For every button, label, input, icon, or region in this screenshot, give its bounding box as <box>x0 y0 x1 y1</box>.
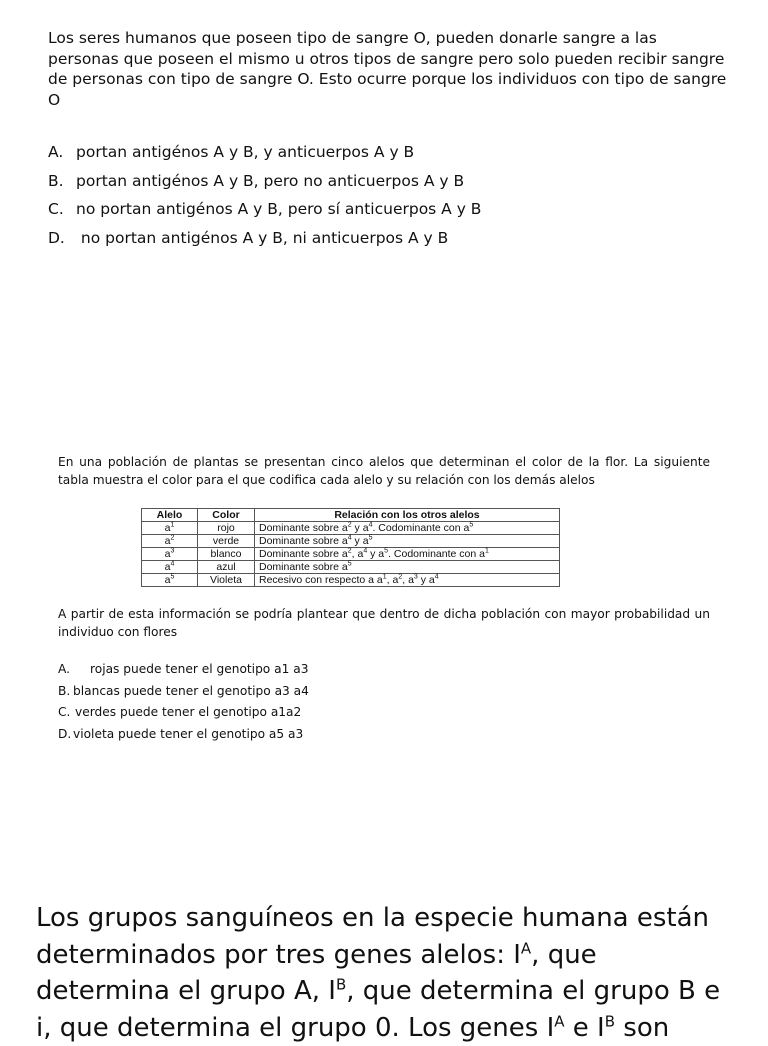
relation-text: Dominante sobre a <box>259 522 348 534</box>
question-1-option-d <box>48 224 728 253</box>
allele-table-body <box>142 522 560 587</box>
allele-base: a <box>164 522 171 534</box>
question-1-options <box>48 138 728 252</box>
question-3-text: e I <box>564 1012 605 1043</box>
question-1 <box>48 28 728 252</box>
table-row <box>142 574 560 587</box>
relation-text: y a <box>367 548 385 560</box>
cell-color: rojo <box>198 522 255 535</box>
allele-base: a <box>164 561 171 573</box>
question-1-option-b <box>48 167 728 196</box>
cell-relacion <box>255 548 560 561</box>
question-3-text: , que determina el grupo B e i, que determina el grupo 0. Los genes I <box>36 976 721 1043</box>
allele-table <box>141 508 560 587</box>
cell-relacion <box>255 561 560 574</box>
option-text: blancas puede tener el genotipo a3 a4 <box>73 683 309 698</box>
cell-alelo <box>142 535 198 548</box>
relation-text: . Codominante con a <box>372 522 470 534</box>
question-1-option-c <box>48 195 728 224</box>
question-2-option-b <box>58 681 710 703</box>
table-header-row <box>142 509 560 522</box>
cell-alelo <box>142 522 198 535</box>
relation-text: Dominante sobre a <box>259 548 348 560</box>
header-color: Color <box>198 509 255 522</box>
cell-color: azul <box>198 561 255 574</box>
allele-superscript: 5 <box>170 573 175 581</box>
relation-text: y a <box>351 522 369 534</box>
option-letter: D. <box>48 228 65 247</box>
option-letter: C. <box>48 200 64 218</box>
question-2 <box>58 454 710 745</box>
allele-superscript: 1 <box>170 521 175 529</box>
allele-superscript: 2 <box>170 534 175 542</box>
relation-superscript: 4 <box>363 547 368 555</box>
allele-superscript: 4 <box>170 560 175 568</box>
question-3-superscript: A <box>520 938 532 957</box>
cell-alelo <box>142 574 198 587</box>
allele-base: a <box>164 548 171 560</box>
table-row <box>142 522 560 535</box>
option-text: portan antigénos A y B, y anticuerpos A y B <box>76 143 415 161</box>
question-2-intro: En una población de plantas se presentan cinco alelos que determinan el color de la flor. La siguiente tabla muestra el color para el que codifica cada alelo y su relación con los demás alelos <box>58 455 710 487</box>
option-letter: B. <box>48 171 64 190</box>
table-row <box>142 535 560 548</box>
cell-color: Violeta <box>198 574 255 587</box>
table-row <box>142 548 560 561</box>
relation-text: y a <box>351 535 369 547</box>
option-letter: C. <box>58 705 71 719</box>
option-text: no portan antigénos A y B, pero sí anticuerpos A y B <box>76 200 482 218</box>
relation-superscript: 1 <box>484 547 489 555</box>
cell-color: verde <box>198 535 255 548</box>
option-text: no portan antigénos A y B, ni anticuerpos A y B <box>76 228 449 247</box>
relation-superscript: 2 <box>347 547 352 555</box>
question-3-superscript: B <box>335 975 347 994</box>
relation-superscript: 2 <box>398 573 403 581</box>
allele-base: a <box>164 574 171 586</box>
cell-relacion <box>255 574 560 587</box>
option-text: rojas puede tener el genotipo a1 a3 <box>90 662 309 676</box>
relation-text: y a <box>417 574 435 586</box>
question-2-option-c <box>58 702 710 724</box>
question-3-superscript: A <box>554 1011 565 1030</box>
relation-text: . Codominante con a <box>388 548 485 560</box>
relation-superscript: 4 <box>434 573 439 581</box>
cell-relacion <box>255 522 560 535</box>
question-2-options <box>58 659 710 745</box>
question-3-text: Los grupos sanguíneos en la especie humana están determinados por tres genes alelos: I <box>36 903 710 970</box>
allele-base: a <box>164 535 171 547</box>
relation-superscript: 4 <box>368 521 373 529</box>
cell-color: blanco <box>198 548 255 561</box>
relation-text: Recesivo con respecto a a <box>259 574 383 586</box>
option-text: verdes puede tener el genotipo a1a2 <box>75 705 302 719</box>
question-2-option-d <box>58 724 710 746</box>
relation-text: Dominante sobre a <box>259 561 348 573</box>
option-letter: D. <box>58 726 72 741</box>
relation-superscript: 5 <box>469 521 474 529</box>
relation-superscript: 4 <box>347 534 352 542</box>
header-relacion: Relación con los otros alelos <box>255 509 560 522</box>
question-3-text <box>36 900 736 1046</box>
question-3-text: son <box>615 1012 670 1043</box>
option-letter: A. <box>58 662 70 676</box>
relation-text: , a <box>402 574 414 586</box>
cell-alelo <box>142 548 198 561</box>
option-text: portan antigénos A y B, pero no anticuerpos A y B <box>76 171 465 190</box>
relation-text: , a <box>351 548 364 560</box>
question-1-option-a <box>48 138 728 167</box>
relation-superscript: 5 <box>384 547 389 555</box>
question-1-stem: Los seres humanos que poseen tipo de sangre O, pueden donarle sangre a las personas que poseen el mismo u otros tipos de sangre pero solo pueden recibir sangre de personas con tipo de sangre O. Esto ocurre porque los individuos con tipo de sangre O <box>48 29 727 109</box>
option-letter: A. <box>48 143 64 161</box>
relation-superscript: 5 <box>368 534 373 542</box>
question-3-text: , que determina el grupo A, I <box>36 939 597 1006</box>
option-text: violeta puede tener el genotipo a5 a3 <box>73 726 304 741</box>
option-letter: B. <box>58 683 71 698</box>
relation-superscript: 2 <box>347 521 352 529</box>
relation-superscript: 3 <box>413 573 418 581</box>
header-alelo: Alelo <box>142 509 198 522</box>
cell-relacion <box>255 535 560 548</box>
question-3 <box>36 900 736 1046</box>
relation-superscript: 5 <box>347 560 352 568</box>
relation-text: , a <box>386 574 399 586</box>
question-3-superscript: B <box>604 1011 616 1030</box>
table-row <box>142 561 560 574</box>
allele-superscript: 3 <box>170 547 175 555</box>
relation-text: Dominante sobre a <box>259 535 348 547</box>
cell-alelo <box>142 561 198 574</box>
question-2-prompt: A partir de esta información se podría plantear que dentro de dicha población con mayor probabilidad un individuo con flores <box>58 607 710 639</box>
relation-superscript: 1 <box>382 573 387 581</box>
question-2-option-a <box>58 659 710 681</box>
